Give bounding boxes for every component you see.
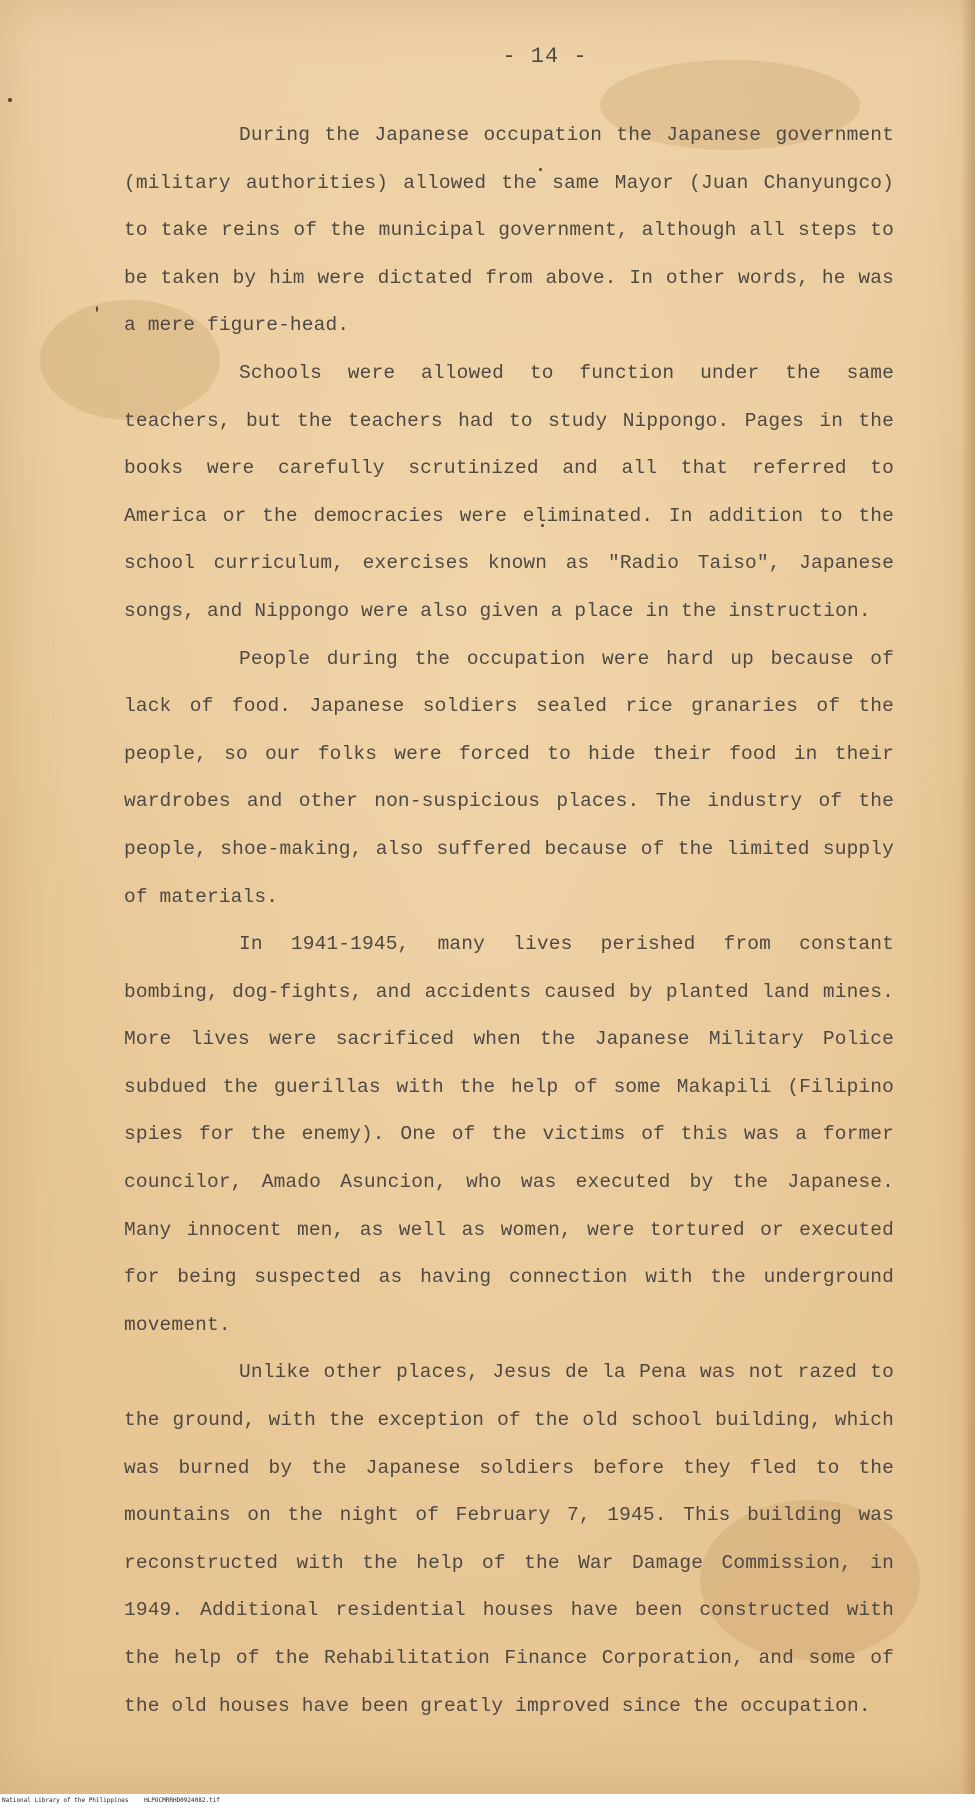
footer-library: National Library of the Philippines [2,1797,129,1804]
page-number: - 14 - [502,44,588,69]
paragraph-food-shortage: People during the occupation were hard up because of lack of food. Japanese soldiers sealed rice granaries of the people, so our folks were forced to hide their food in their wardrobes and other non-suspicious places. The industry of the people, shoe-making, also suffered because of the limited supply of materials. [124,647,894,908]
ink-spot [8,98,12,102]
paragraph-schools: Schools were allowed to function under the same teachers, but the teachers had to study Nippongo. Pages in the books were carefully scrutinized and all that referred to America or the democracies were eliminated. In addition to the school curriculum, exercises known as "Radio Taiso", Japanese songs, and Nippongo were also given a place in the instruction. [124,361,894,622]
paragraph-occupation-government: During the Japanese occupation the Japanese government (military authorities) allowed the same Mayor (Juan Chanyungco) to take reins of the municipal government, although all steps to be taken by him were dictated from above. In other words, he was a mere figure-head. [124,124,894,337]
ink-spot [96,306,98,312]
paper-edge-shadow [961,0,975,1794]
paragraph-casualties: In 1941-1945, many lives perished from constant bombing, dog-fights, and accidents caused by planted land mines. More lives were sacrificed when the Japanese Military Police subdued the guerillas with the help of some Makapili (Filipino spies for the enemy). One of the victims of this was a former councilor, Amado Asuncion, who was executed by the Japanese. Many innocent men, as well as women, were tortured or executed for being suspected as having connection with the underground movement. [124,933,894,1336]
footer-file-id: HLPOCMRRHD0924082.tif [144,1797,220,1804]
scan-footer-text [2,1797,220,1804]
document-body [124,112,894,1730]
paragraph-reconstruction: Unlike other places, Jesus de la Pena was not razed to the ground, with the exception of the old school building, which was burned by the Japanese soldiers before they fled to the mountains on the night of February 7, 1945. This building was reconstructed with the help of the War Damage Commission, in 1949. Additional residential houses have been constructed with the help of the Rehabilitation Finance Corporation, and some of the old houses have been greatly improved since the occupation. [124,1361,894,1717]
